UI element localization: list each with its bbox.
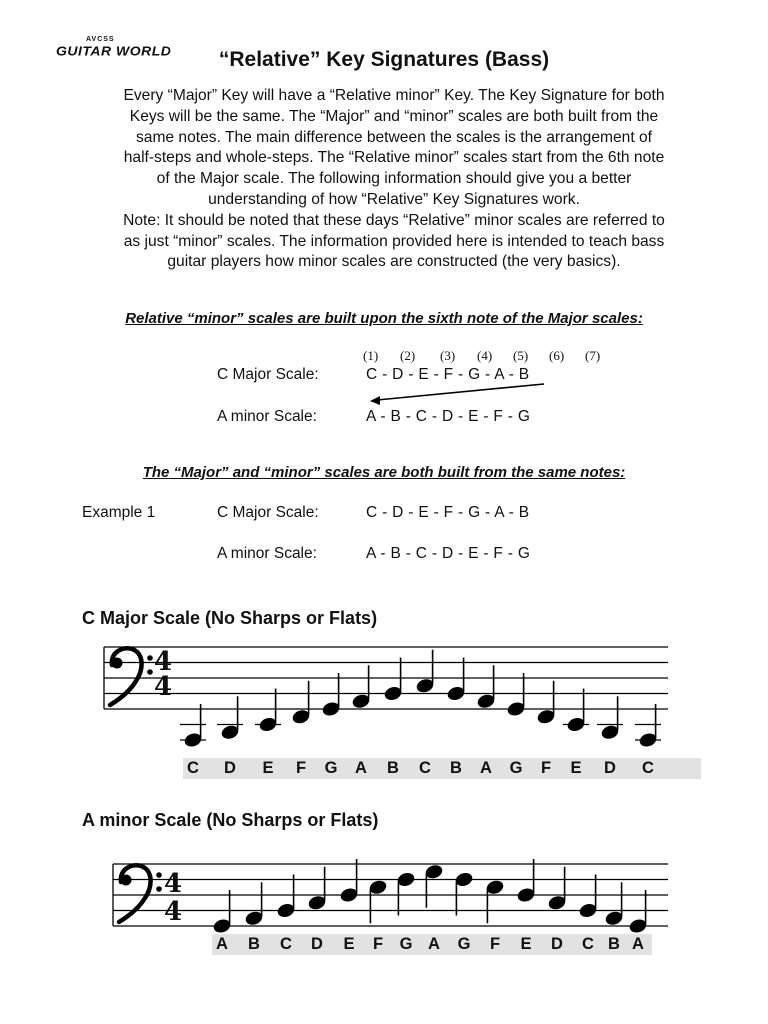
note: [244, 882, 264, 927]
staff1-time-top: 4: [154, 647, 173, 677]
section1-minor-notes: A - B - C - D - E - F - G: [366, 408, 531, 425]
note-name-label: B: [608, 935, 620, 953]
note: [351, 665, 371, 710]
note: [180, 704, 206, 749]
note-name-label: B: [450, 759, 462, 777]
note-name-label: G: [399, 935, 413, 953]
note: [547, 867, 567, 912]
note-name-label: G: [457, 935, 471, 953]
note-name-label: F: [540, 759, 552, 777]
note: [383, 658, 403, 703]
note: [446, 658, 466, 703]
staff1-heading: C Major Scale (No Sharps or Flats): [82, 608, 378, 628]
note: [635, 704, 661, 749]
note: [368, 879, 388, 924]
section2-minor-label: A minor Scale:: [217, 545, 317, 562]
note-name-label: E: [570, 759, 582, 777]
staff1-notes: [180, 650, 661, 749]
staff2-time-bottom: 4: [164, 897, 183, 927]
note: [424, 863, 444, 908]
note: [578, 875, 598, 920]
note: [628, 890, 648, 935]
section1-major-notes: C - D - E - F - G - A - B: [366, 366, 530, 383]
intro-line: same notes. The main difference between the scales is the arrangement of: [135, 128, 653, 146]
staff2-note-names: [212, 934, 652, 955]
intro-line: Every “Major” Key will have a “Relative minor” Key. The Key Signature for both: [123, 87, 665, 104]
note-name-label: G: [509, 759, 523, 777]
degree-1: (1): [363, 348, 379, 363]
staff2-heading: A minor Scale (No Sharps or Flats): [82, 810, 379, 830]
note: [476, 665, 496, 710]
note-name-label: A: [428, 935, 440, 953]
note: [255, 689, 281, 734]
relative-arrow: [370, 384, 544, 405]
example-label: Example 1: [82, 504, 156, 521]
section2-major-label: C Major Scale:: [217, 504, 319, 521]
degree-7: (7): [585, 348, 601, 363]
note-name-label: D: [224, 759, 236, 777]
note-name-label: E: [520, 935, 532, 953]
intro-line: of the Major scale. The following information should give you a better: [156, 170, 632, 188]
note: [276, 875, 296, 920]
section2-heading: The “Major” and “minor” scales are both built from the same notes:: [142, 464, 626, 481]
degree-6: (6): [549, 348, 565, 363]
note-name-label: F: [489, 935, 501, 953]
note-name-label: A: [632, 935, 644, 953]
intro-line: as just “minor” scales. The information provided here is intended to teach bass: [123, 232, 665, 250]
note: [604, 882, 624, 927]
note: [291, 681, 311, 726]
note-name-label: C: [642, 759, 654, 777]
note-name-label: E: [343, 935, 355, 953]
note-name-label: C: [187, 759, 199, 777]
note-name-label: D: [604, 759, 616, 777]
note-name-label: F: [372, 935, 384, 953]
section2-major-notes: C - D - E - F - G - A - B: [366, 504, 530, 521]
note-name-label: A: [355, 759, 367, 777]
bass-clef-icon: [110, 648, 153, 705]
note: [321, 673, 341, 718]
note: [536, 681, 556, 726]
staff2-notes: [212, 859, 648, 935]
degree-4: (4): [477, 348, 493, 363]
note-name-label: A: [480, 759, 492, 777]
intro-line: Note: It should be noted that these days “Relative” minor scales are referred to: [123, 211, 665, 229]
intro-line: half-steps and whole-steps. The “Relative minor” scales start from the 6th note: [123, 149, 665, 167]
note: [212, 890, 232, 935]
degree-3: (3): [440, 348, 456, 363]
note-name-label: G: [324, 759, 338, 777]
note-name-label: D: [311, 935, 323, 953]
note: [597, 696, 623, 741]
note: [415, 650, 435, 695]
intro-line: understanding of how “Relative” Key Signatures work.: [208, 190, 580, 208]
note-name-label: F: [295, 759, 307, 777]
page-title: “Relative” Key Signatures (Bass): [218, 48, 550, 71]
note-name-label: E: [262, 759, 274, 777]
section1-minor-label: A minor Scale:: [217, 408, 317, 425]
logo-main-text: GUITAR WORLD: [56, 43, 172, 59]
note: [516, 859, 536, 904]
note: [506, 673, 526, 718]
note: [563, 689, 589, 734]
note-name-label: C: [419, 759, 431, 777]
staff1-note-names: [183, 758, 701, 779]
note: [454, 871, 474, 916]
note-name-label: B: [248, 935, 260, 953]
note: [307, 867, 327, 912]
section1-heading: Relative “minor” scales are built upon the sixth note of the Major scales:: [125, 310, 643, 327]
section2-minor-notes: A - B - C - D - E - F - G: [366, 545, 531, 562]
note-name-label: A: [216, 935, 228, 953]
note-name-label: B: [387, 759, 399, 777]
note-name-label: D: [551, 935, 563, 953]
intro-line: guitar players how minor scales are constructed (the very basics).: [167, 253, 621, 271]
logo-top-text: AVCSS: [86, 36, 115, 43]
note: [396, 871, 416, 916]
note-name-label: C: [582, 935, 594, 953]
degree-5: (5): [513, 348, 529, 363]
bass-clef-icon: [119, 865, 162, 922]
degree-2: (2): [400, 348, 416, 363]
note-name-label: C: [280, 935, 292, 953]
staff2-time-top: 4: [164, 869, 183, 899]
section1-major-label: C Major Scale:: [217, 366, 319, 383]
note: [485, 879, 505, 924]
intro-line: Keys will be the same. The “Major” and “minor” scales are both built from the: [129, 107, 659, 125]
note: [217, 696, 243, 741]
note: [339, 859, 359, 904]
staff1-time-bottom: 4: [154, 672, 173, 702]
